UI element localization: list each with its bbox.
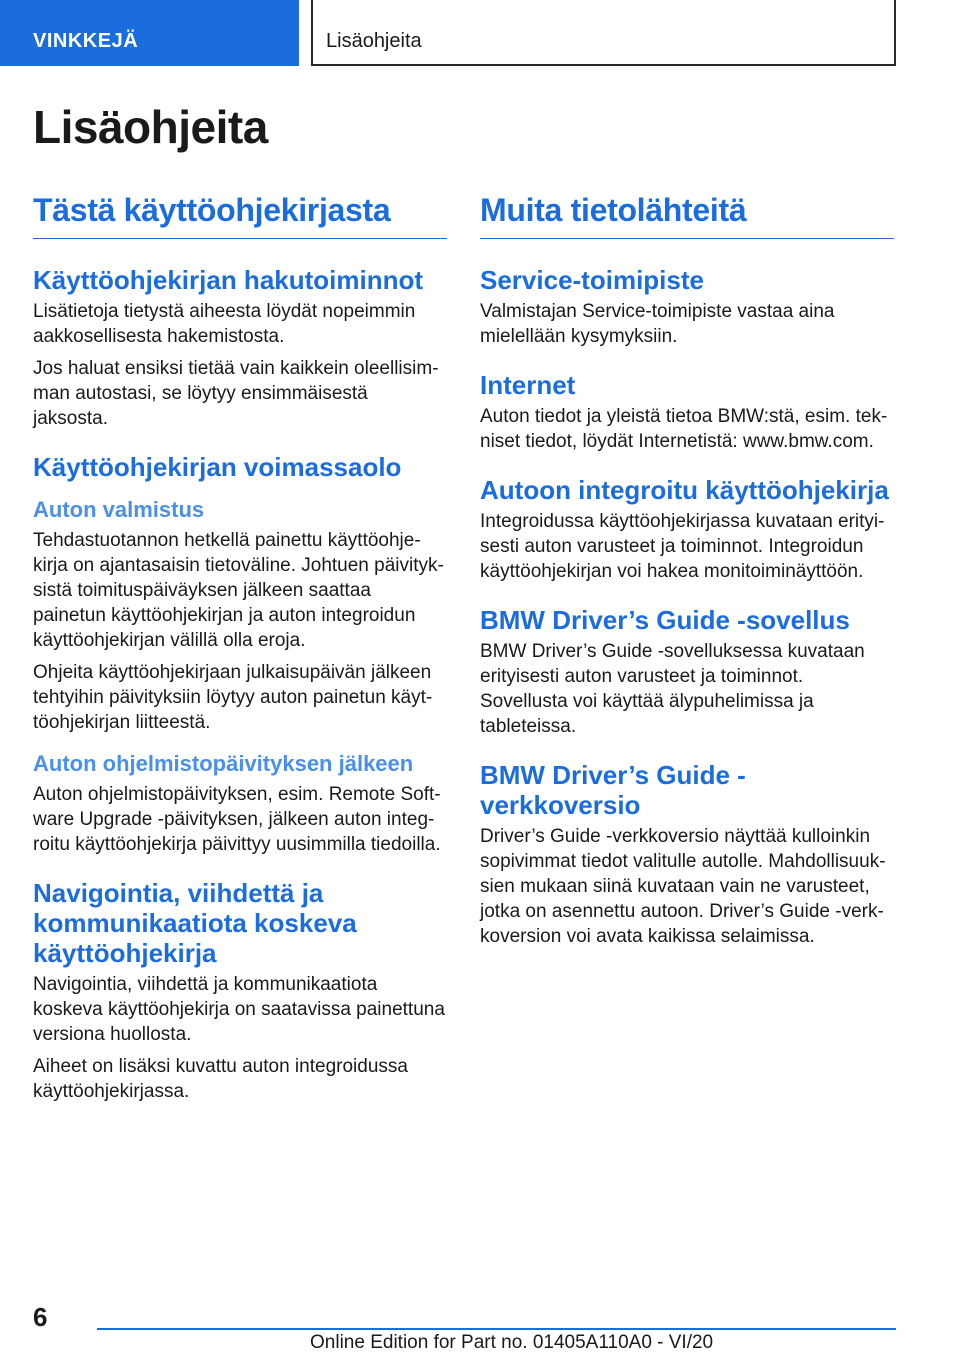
chapter-label: Lisäohjeita	[326, 30, 422, 52]
paragraph: Jos haluat ensiksi tietää vain kaikkein oleellisimman autostasi, se löytyy ensimmäisestä jaksosta.	[33, 358, 439, 429]
paragraph: Driver’s Guide -verkkoversio näyttää kulloinkin sopivimmat tiedot valitulle autolle. Mahdollisuuksien mukaan siinä kuvataan vain ne varusteet, jotka on asennettu autoon. Driver’s Guide -verkkoversion voi avata kaikissa selaimissa.	[480, 826, 886, 947]
left-column	[33, 190, 447, 1111]
paragraph: Integroidussa käyttöohjekirjassa kuvataan erityisesti auton varusteet ja toiminnot. Integroidun käyttöohjekirjan voi hakea monitoiminäyttöön.	[480, 511, 885, 582]
subheading-drivers-guide-app: BMW Driver’s Guide -sovellus	[480, 605, 850, 635]
paragraph: Valmistajan Service-toimipiste vastaa aina mielellään kysymyksiin.	[480, 301, 835, 347]
subheading-internet: Internet	[480, 370, 576, 400]
chapter-tab[interactable]	[311, 0, 896, 66]
section-tab[interactable]	[0, 0, 299, 66]
paragraph: Auton ohjelmistopäivityksen, esim. Remote Software Upgrade -päivityksen, jälkeen auton integroitu käyttöohjekirja päivittyy uusimmilla tiedoilla.	[33, 784, 441, 855]
page-number: 6	[33, 1302, 48, 1332]
paragraph: Navigointia, viihdettä ja kommunikaatiota koskeva käyttöohjekirja on saatavissa painettuna versiona huollosta.	[33, 974, 445, 1045]
paragraph: Auton tiedot ja yleistä tietoa BMW:stä, esim. tekniset tiedot, löydät Internetistä: www.bmw.com.	[480, 406, 888, 452]
paragraph: BMW Driver’s Guide -sovelluksessa kuvataan erityisesti auton varusteet ja toiminnot. Sovellusta voi käyttää älypuhelimissa ja tableteissa.	[480, 641, 865, 737]
section-heading-other-sources: Muita tietolähteitä	[480, 190, 894, 239]
page-header	[0, 0, 960, 66]
page-title: Lisäohjeita	[33, 101, 268, 153]
paragraph: Ohjeita käyttöohjekirjaan julkaisupäivän jälkeen tehtyihin päivityksiin löytyy auton painetun käyttöohjekirjan liitteestä.	[33, 662, 433, 733]
subheading-search-functions: Käyttöohjekirjan hakutoiminnot	[33, 265, 424, 295]
subheading-drivers-guide-web: BMW Driver’s Guide - verkkoversio	[480, 760, 746, 820]
subheading-validity: Käyttöohjekirjan voimassaolo	[33, 452, 402, 482]
section-heading-manual: Tästä käyttöohjekirjasta	[33, 190, 447, 239]
paragraph: Aiheet on lisäksi kuvattu auton integroidussa käyttöohjekirjassa.	[33, 1056, 408, 1102]
right-column	[480, 190, 894, 956]
subheading-vehicle-production: Auton valmistus	[33, 497, 205, 522]
footer-divider	[97, 1328, 896, 1330]
subheading-software-update: Auton ohjelmistopäivityksen jälkeen	[33, 751, 414, 776]
paragraph: Lisätietoja tietystä aiheesta löydät nopeimmin aakkosellisesta hakemistosta.	[33, 301, 416, 347]
subheading-service: Service-toimipiste	[480, 265, 704, 295]
section-label: VINKKEJÄ	[33, 30, 139, 52]
paragraph: Tehdastuotannon hetkellä painettu käyttöohjekirja on ajantasaisin tietoväline. Johtuen päivityksistä toimituspäiväyksen jälkeen saattaa painetun käyttöohjekirjan ja auton integroidun käyttöohjekirjan välillä olla eroja.	[33, 530, 444, 651]
footer-edition: Online Edition for Part no. 01405A110A0 - VI/20	[310, 1332, 714, 1353]
subheading-navigation-manual: Navigointia, viihdettä ja kommunikaatiota koskeva käyttöohjekirja	[33, 878, 357, 968]
subheading-integrated-manual: Autoon integroitu käyttöohjekirja	[480, 475, 889, 505]
